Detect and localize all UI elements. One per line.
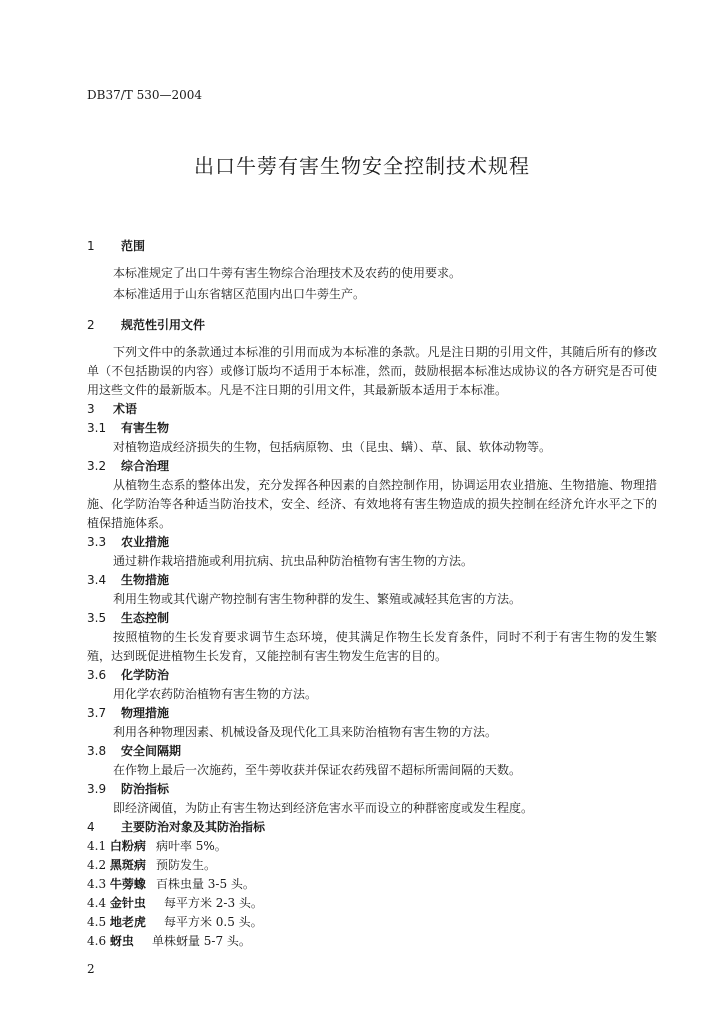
- page-title: 出口牛蒡有害生物安全控制技术规程: [194, 154, 530, 178]
- term-3-2: 3.2 综合治理: [87, 459, 170, 473]
- list-item: 4.4 金针虫 每平方米 2-3 头。: [87, 896, 263, 910]
- section-2-para-1: 下列文件中的条款通过本标准的引用而成为本标准的条款。凡是注日期的引用文件，其随后所有的修改单（不包括勘误的内容）或修订版均不适用于本标准，然而，鼓励根据本标准达成协议的各方研究是否可使用这些文件的最新版本。凡是不注日期的引用文件，其最新版本适用于本标准。: [87, 345, 657, 397]
- list-item: 4.3 牛蒡蟓 百株虫量 3-5 头。: [87, 877, 255, 891]
- term-3-5: 3.5 生态控制: [87, 611, 170, 625]
- term-3-7: 3.7 物理措施: [87, 706, 170, 720]
- term-3-5-definition: 按照植物的生长发育要求调节生态环境，使其满足作物生长发育条件，同时不利于有害生物的发生繁殖，达到既促进植物生长发育，又能控制有害生物发生危害的目的。: [87, 630, 657, 663]
- section-1-para-2: 本标准适用于山东省辖区范围内出口牛蒡生产。: [113, 287, 366, 301]
- term-3-4-definition: 利用生物或其代谢产物控制有害生物种群的发生、繁殖或减轻其危害的方法。: [113, 592, 522, 606]
- section-title: 规范性引用文件: [121, 318, 206, 332]
- section-number: 3: [87, 402, 95, 416]
- list-item: 4.1 白粉病 病叶率 5%。: [87, 839, 227, 853]
- term-3-8-definition: 在作物上最后一次施药，至牛蒡收获并保证农药残留不超标所需间隔的天数。: [113, 763, 522, 777]
- term-3-1: 3.1 有害生物: [87, 421, 170, 435]
- term-3-9-definition: 即经济阈值，为防止有害生物达到经济危害水平而设立的种群密度或发生程度。: [113, 801, 534, 815]
- term-3-6: 3.6 化学防治: [87, 668, 170, 682]
- term-3-9: 3.9 防治指标: [87, 782, 170, 796]
- section-number: 1: [87, 239, 95, 253]
- section-1-para-1: 本标准规定了出口牛蒡有害生物综合治理技术及农药的使用要求。: [113, 266, 462, 280]
- section-title: 主要防治对象及其防治指标: [121, 820, 266, 834]
- term-3-2-definition: 从植物生态系的整体出发，充分发挥各种因素的自然控制作用，协调运用农业措施、生物措施、物理措施、化学防治等各种适当防治技术，安全、经济、有效地将有害生物造成的损失控制在经济允许水平之下的植保措施体系。: [87, 478, 657, 530]
- term-3-8: 3.8 安全间隔期: [87, 744, 182, 758]
- section-3-heading: [87, 400, 137, 418]
- section-2-heading: [87, 316, 205, 334]
- term-3-4: 3.4 生物措施: [87, 573, 170, 587]
- term-3-3-definition: 通过耕作栽培措施或利用抗病、抗虫品种防治植物有害生物的方法。: [113, 554, 474, 568]
- section-number: 2: [87, 318, 95, 332]
- section-4-heading: [87, 818, 265, 836]
- standard-code: DB37/T 530—2004: [87, 88, 203, 102]
- term-3-7-definition: 利用各种物理因素、机械设备及现代化工具来防治植物有害生物的方法。: [113, 725, 498, 739]
- term-3-1-definition: 对植物造成经济损失的生物，包括病原物、虫（昆虫、螨）、草、鼠、软体动物等。: [113, 440, 552, 454]
- section-1-heading: [87, 237, 145, 255]
- section-number: 4: [87, 820, 95, 834]
- section-title: 范围: [121, 239, 146, 253]
- term-3-6-definition: 用化学农药防治植物有害生物的方法。: [113, 687, 318, 701]
- list-item: 4.6 蚜虫 单株蚜量 5-7 头。: [87, 934, 251, 948]
- term-3-3: 3.3 农业措施: [87, 535, 170, 549]
- section-title: 术语: [113, 402, 138, 416]
- list-item: 4.2 黑斑病 预防发生。: [87, 858, 216, 872]
- list-item: 4.5 地老虎 每平方米 0.5 头。: [87, 915, 263, 929]
- page-number: 2: [87, 962, 95, 976]
